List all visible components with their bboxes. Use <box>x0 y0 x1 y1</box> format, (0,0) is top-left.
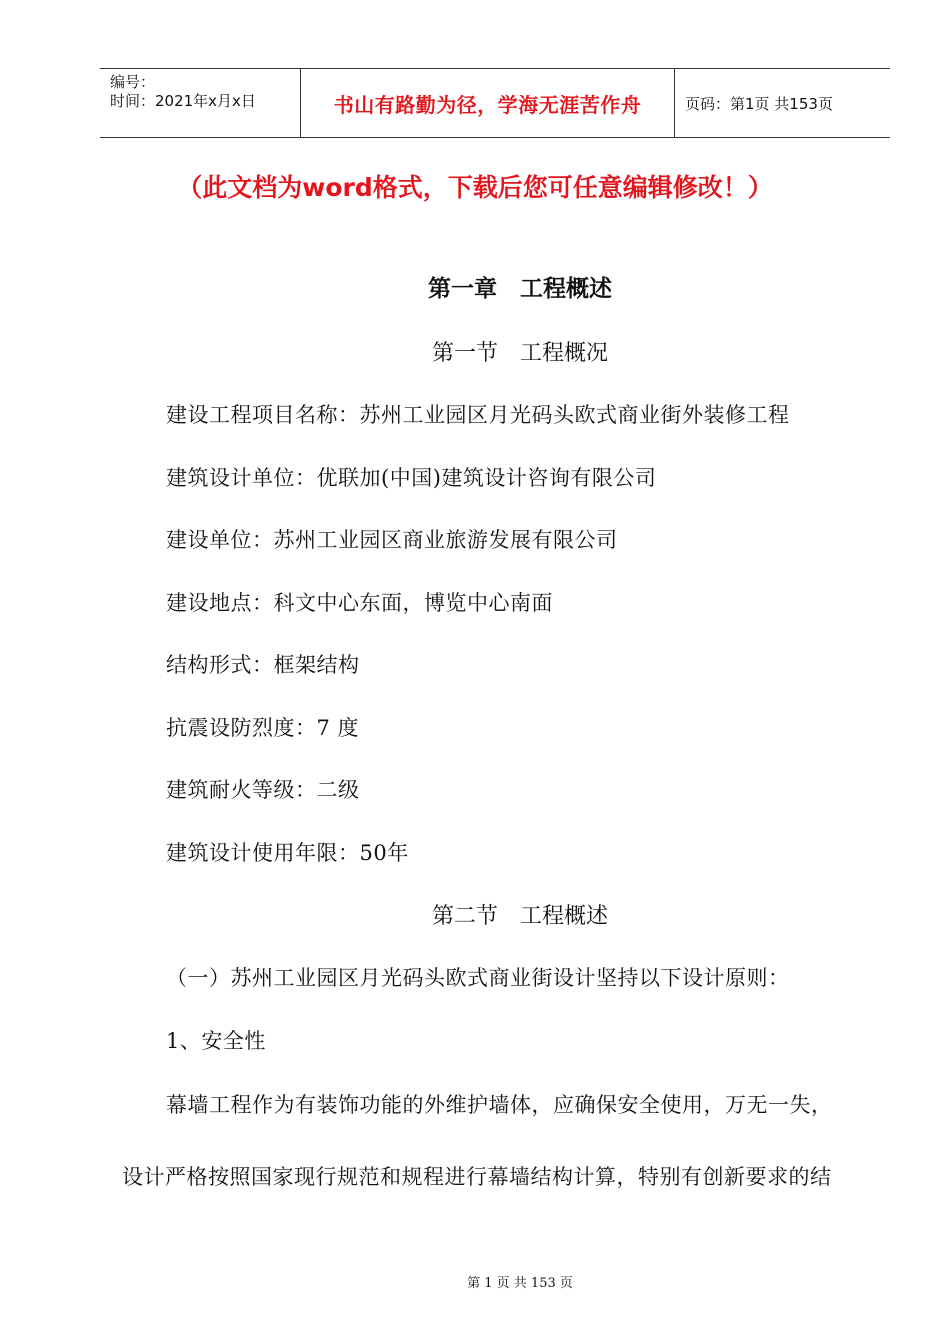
info-line: 建设单位：苏州工业园区商业旅游发展有限公司 <box>166 528 618 552</box>
header-page-cell <box>675 69 890 137</box>
header-motto-cell <box>301 69 675 137</box>
motto-text: 书山有路勤为径，学海无涯苦作舟 <box>333 92 642 117</box>
edit-notice: （此文档为word格式，下载后您可任意编辑修改！） <box>177 173 773 202</box>
body-line: 设计严格按照国家现行规范和规程进行幕墙结构计算，特别有创新要求的结 <box>122 1165 832 1189</box>
page-footer: 第 1 页 共 153 页 <box>467 1276 573 1291</box>
chapter-title: 第一章 工程概述 <box>428 276 612 302</box>
header-table <box>100 68 890 138</box>
page-info: 页码：第1页 共153页 <box>685 94 833 113</box>
section-title-2: 第二节 工程概述 <box>431 904 608 929</box>
number-label: 编号： <box>110 73 156 91</box>
info-line: 建筑耐火等级：二级 <box>166 778 360 802</box>
info-line: 抗震设防烈度：7 度 <box>166 716 360 740</box>
info-line: 建设工程项目名称：苏州工业园区月光码头欧式商业街外装修工程 <box>166 403 790 427</box>
info-line: 结构形式：框架结构 <box>166 653 360 677</box>
body-line: 1、安全性 <box>166 1029 266 1053</box>
header-meta-cell <box>100 69 301 137</box>
section-title-1: 第一节 工程概况 <box>431 341 608 366</box>
info-line: 建筑设计单位：优联加(中国)建筑设计咨询有限公司 <box>166 466 657 490</box>
info-line: 建筑设计使用年限：50年 <box>166 841 409 865</box>
body-line: 幕墙工程作为有装饰功能的外维护墙体，应确保安全使用，万无一失， <box>166 1093 833 1117</box>
body-line: （一）苏州工业园区月光码头欧式商业街设计坚持以下设计原则： <box>166 966 790 990</box>
time-label: 时间：2021年x月x日 <box>110 92 256 110</box>
info-line: 建设地点：科文中心东面，博览中心南面 <box>166 591 553 615</box>
